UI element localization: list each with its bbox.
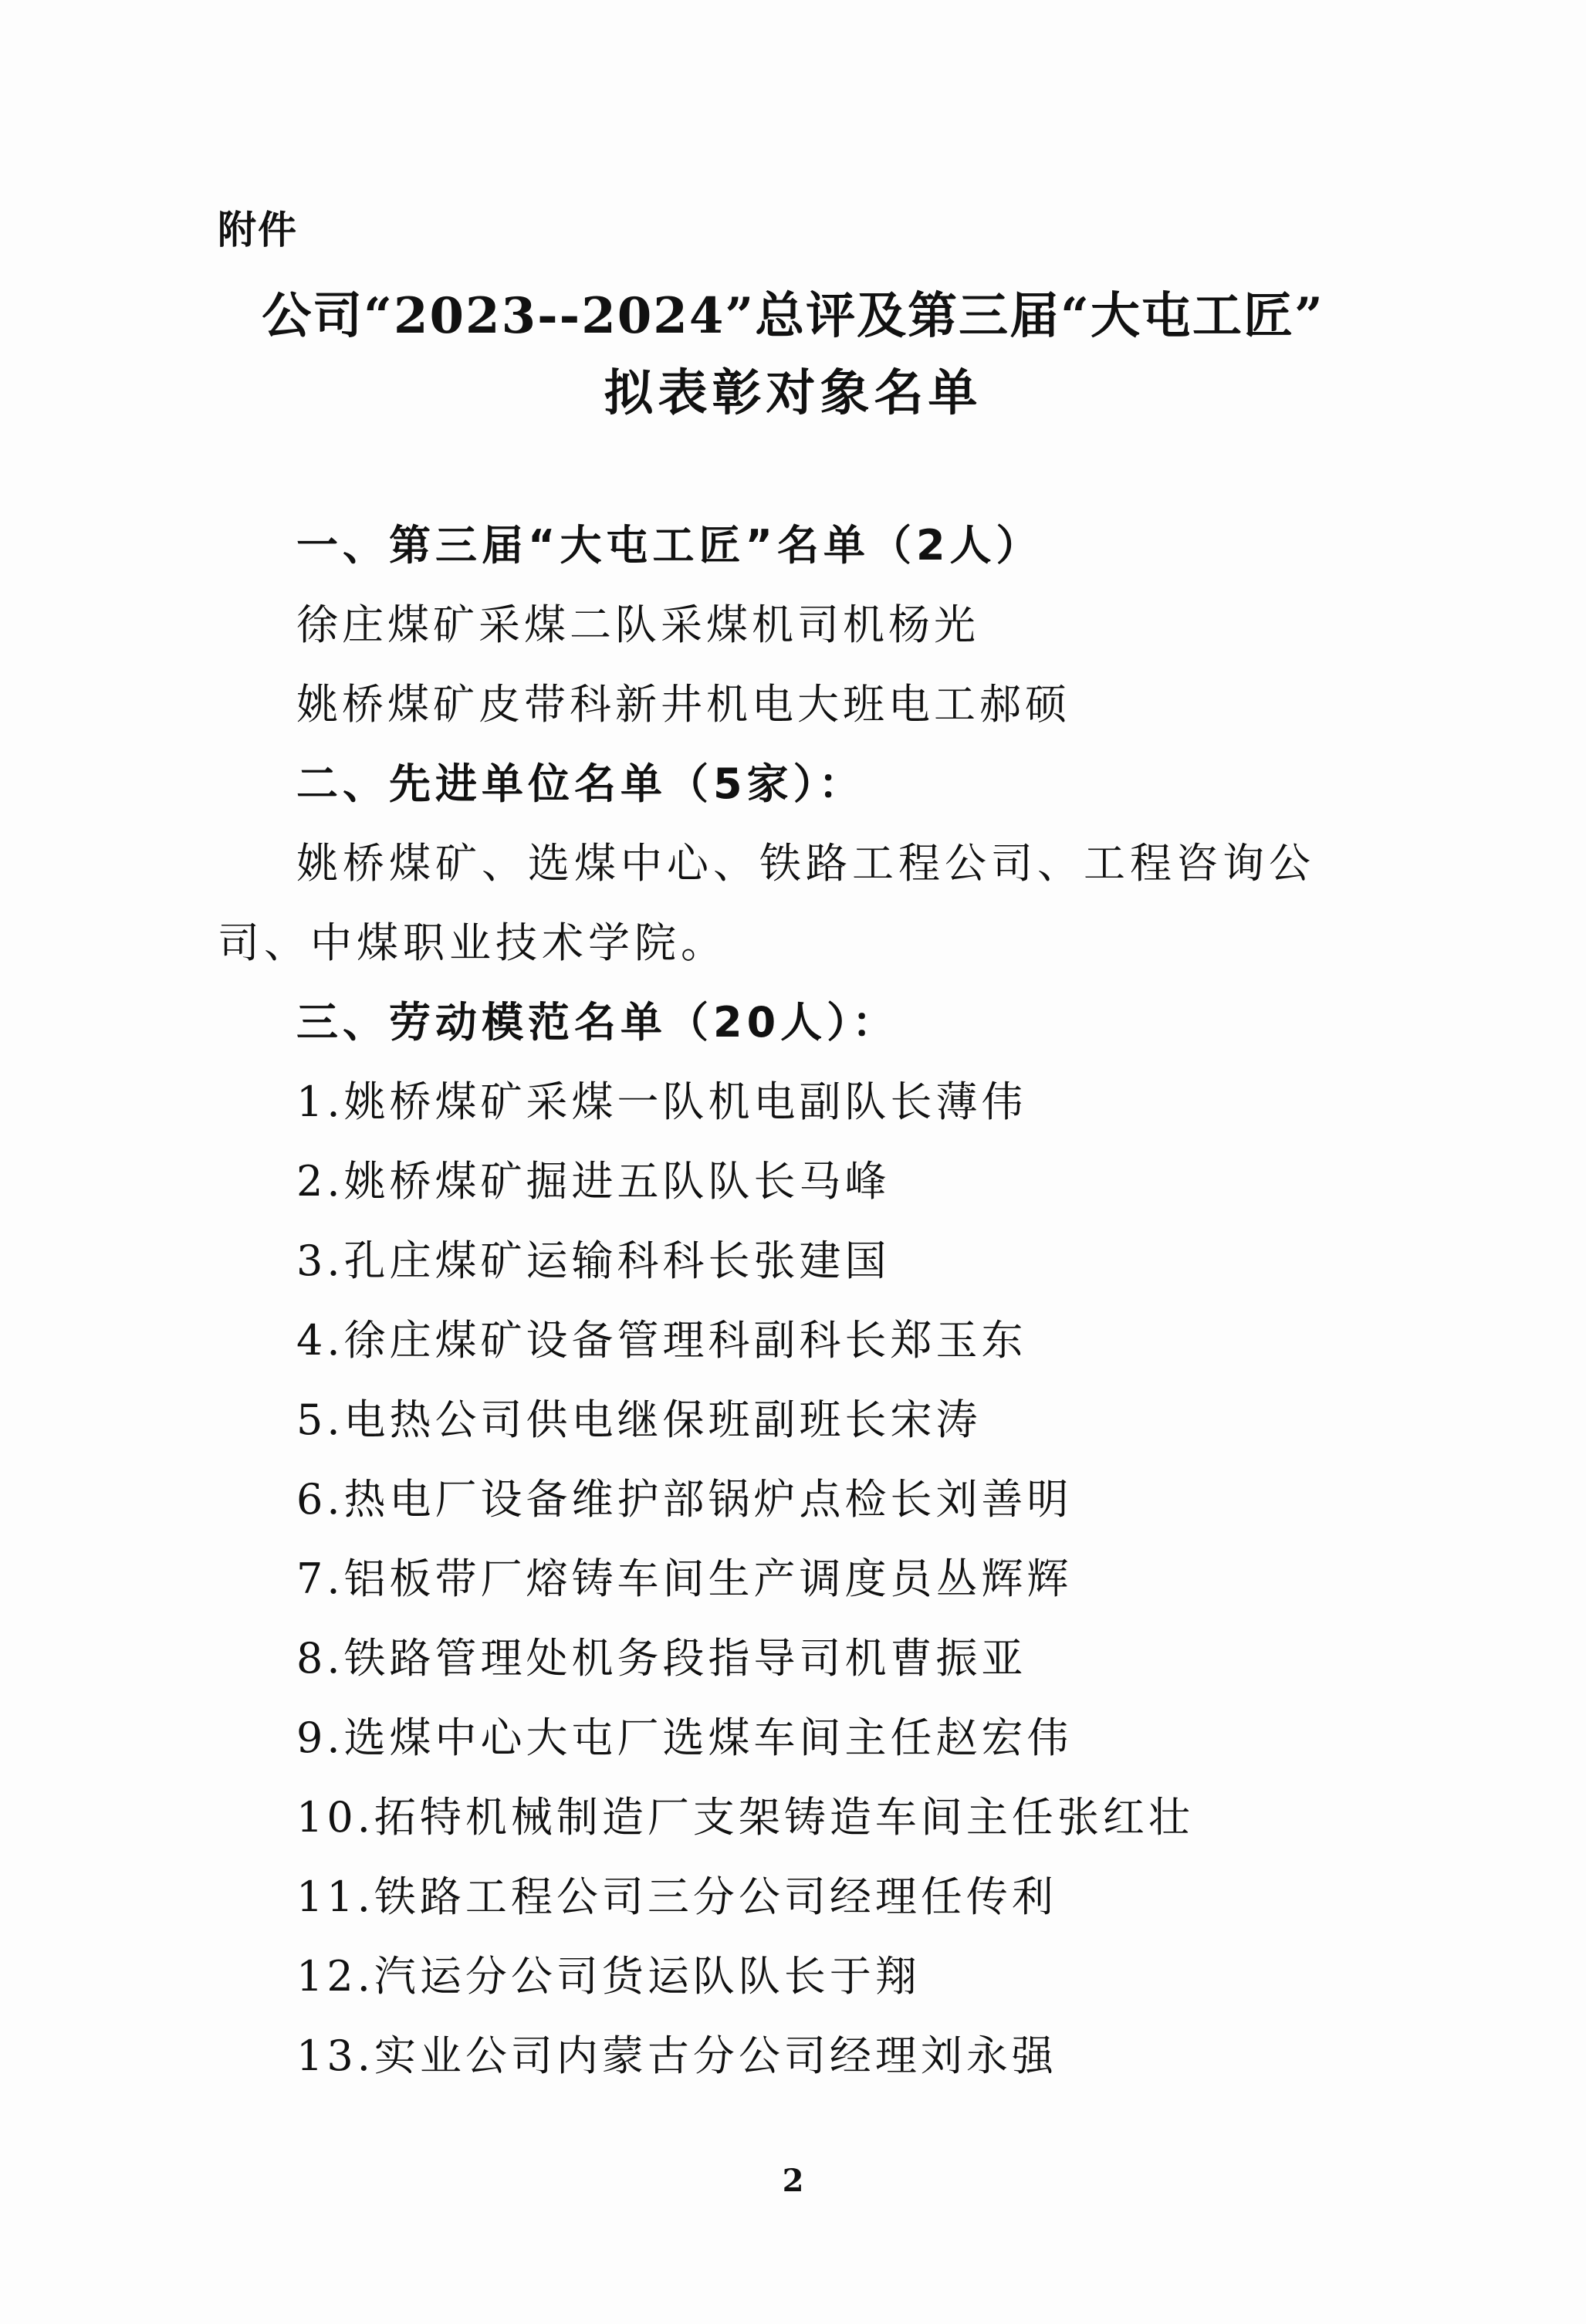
page-number: 2 <box>782 2163 804 2199</box>
document-title-line-2: 拟表彰对象名单 <box>604 364 982 422</box>
list-item: 1.姚桥煤矿采煤一队机电副队长薄伟 <box>296 1077 1027 1126</box>
section-heading-craftsmen: 一、第三届“大屯工匠”名单（2人） <box>296 521 1043 570</box>
list-item: 10.拓特机械制造厂支架铸造车间主任张红壮 <box>296 1793 1194 1842</box>
list-item: 9.选煤中心大屯厂选煤车间主任赵宏伟 <box>296 1713 1073 1762</box>
attachment-label: 附件 <box>218 208 298 252</box>
list-item: 6.热电厂设备维护部锅炉点检长刘善明 <box>296 1475 1073 1524</box>
list-item: 2.姚桥煤矿掘进五队队长马峰 <box>296 1157 891 1206</box>
list-item: 4.徐庄煤矿设备管理科副科长郑玉东 <box>296 1316 1027 1365</box>
list-item: 13.实业公司内蒙古分公司经理刘永强 <box>296 2031 1057 2080</box>
document-body <box>218 506 1391 2096</box>
list-item: 徐庄煤矿采煤二队采煤机司机杨光 <box>296 600 979 649</box>
list-item: 8.铁路管理处机务段指导司机曹振亚 <box>296 1634 1027 1683</box>
list-item: 12.汽运分公司货运队队长于翔 <box>296 1952 921 2001</box>
list-item: 姚桥煤矿皮带科新井机电大班电工郝硕 <box>296 680 1070 729</box>
section-heading-labor-models: 三、劳动模范名单（20人）： <box>296 998 899 1047</box>
advanced-units-text: 姚桥煤矿、选煤中心、铁路工程公司、工程咨询公司、中煤职业技术学院。 <box>218 839 1315 967</box>
list-item: 11.铁路工程公司三分公司经理任传利 <box>296 1872 1057 1921</box>
section-heading-advanced-units: 二、先进单位名单（5家）： <box>296 759 865 808</box>
list-item: 3.孔庄煤矿运输科科长张建国 <box>296 1236 891 1285</box>
list-item: 7.铝板带厂熔铸车间生产调度员丛辉辉 <box>296 1554 1073 1603</box>
document-title-line-1: 公司“2023--2024”总评及第三届“大屯工匠” <box>262 287 1324 345</box>
list-item: 5.电热公司供电继保班副班长宋涛 <box>296 1395 982 1444</box>
